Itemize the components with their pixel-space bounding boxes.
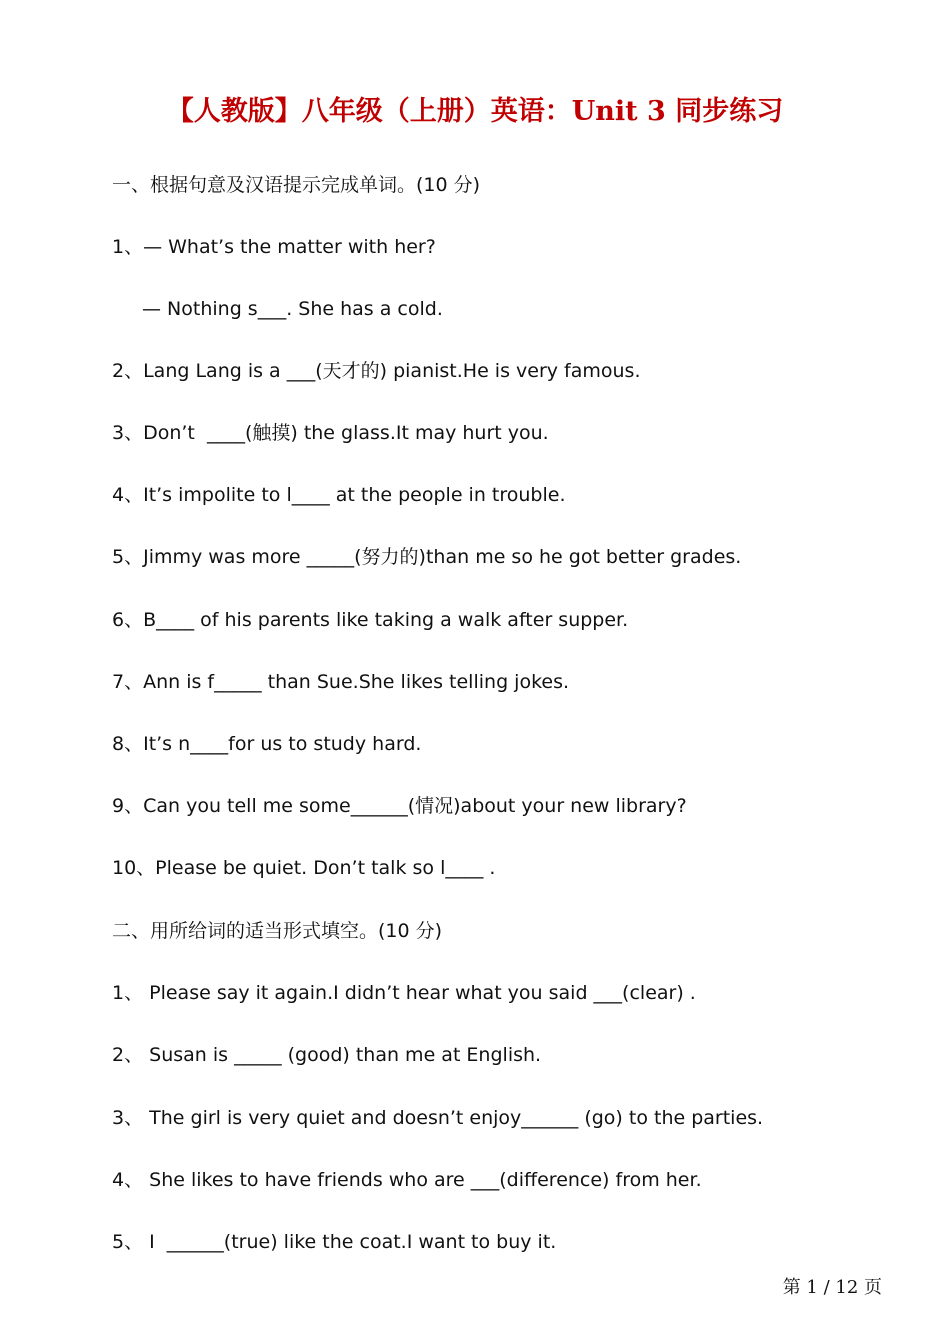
question-1-4: 4、It’s impolite to l____ at the people in trouble. (112, 484, 566, 506)
question-2-3: 3、 The girl is very quiet and doesn’t enjoy______ (go) to the parties. (112, 1107, 764, 1129)
question-1-2: 2、Lang Lang is a ___(天才的) pianist.He is very famous. (112, 360, 641, 382)
question-1-8: 8、It’s n____for us to study hard. (112, 733, 422, 755)
question-2-5: 5、 I ______(true) like the coat.I want to buy it. (112, 1231, 557, 1253)
question-2-4: 4、 She likes to have friends who are ___(difference) from her. (112, 1169, 702, 1191)
question-1-3: 3、Don’t ____(触摸) the glass.It may hurt you. (112, 422, 549, 444)
section-heading-1: 一、根据句意及汉语提示完成单词。(10 分) (112, 174, 481, 196)
question-1-6: 6、B____ of his parents like taking a walk after supper. (112, 609, 629, 631)
question-1-5: 5、Jimmy was more _____(努力的)than me so he got better grades. (112, 546, 742, 568)
question-1-1: 1、— What’s the matter with her? (112, 236, 436, 258)
question-2-1: 1、 Please say it again.I didn’t hear what you said ___(clear) . (112, 982, 696, 1004)
page-number: 第 1 / 12 页 (782, 1277, 882, 1298)
question-1-10: 10、Please be quiet. Don’t talk so l____ . (112, 857, 496, 879)
question-2-2: 2、 Susan is _____ (good) than me at English. (112, 1044, 542, 1066)
question-1-1-reply: — Nothing s___. She has a cold. (142, 298, 443, 320)
section-heading-2: 二、用所给词的适当形式填空。(10 分) (112, 920, 443, 942)
question-1-9: 9、Can you tell me some______(情况)about your new library? (112, 795, 687, 817)
document-title: 【人教版】八年级（上册）英语：Unit 3 同步练习 (166, 96, 784, 127)
question-1-7: 7、Ann is f_____ than Sue.She likes telling jokes. (112, 671, 570, 693)
